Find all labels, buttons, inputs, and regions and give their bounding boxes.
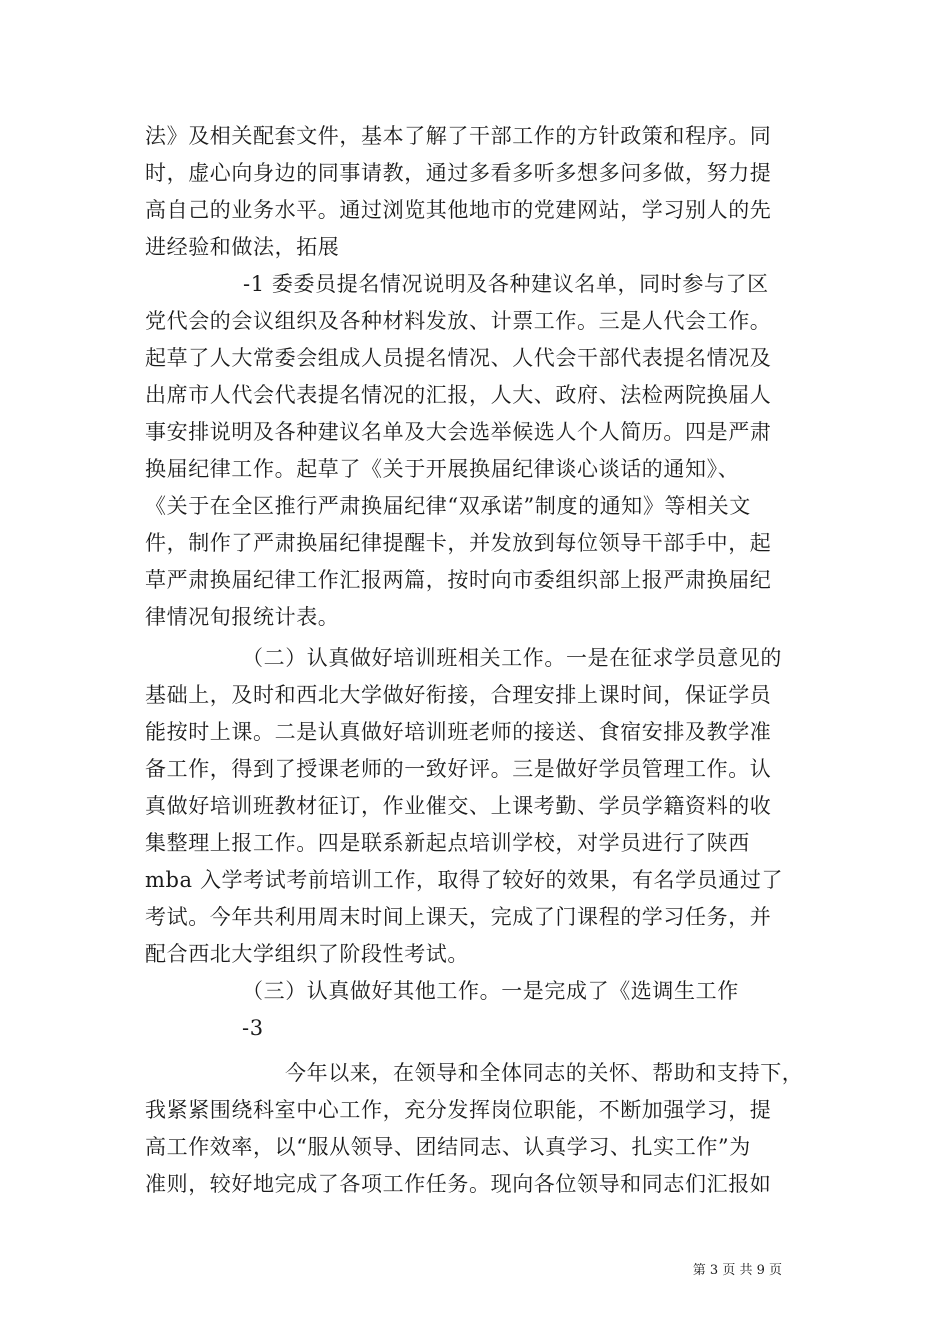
text-line: 高工作效率，以“服从领导、团结同志、认真学习、扎实工作”为 bbox=[145, 1135, 751, 1159]
text-line: 法》及相关配套文件，基本了解了干部工作的方针政策和程序。同 bbox=[145, 124, 772, 148]
text-line: 出席市人代会代表提名情况的汇报，人大、政府、法检两院换届人 bbox=[145, 383, 772, 407]
text-line: 党代会的会议组织及各种材料发放、计票工作。三是人代会工作。 bbox=[145, 309, 772, 333]
text-line: 真做好培训班教材征订，作业催交、上课考勤、学员学籍资料的收 bbox=[145, 794, 772, 818]
text-line: （二）认真做好培训班相关工作。一是在征求学员意见的 bbox=[242, 646, 782, 670]
text-line: 配合西北大学组织了阶段性考试。 bbox=[145, 942, 469, 966]
text-line: 基础上，及时和西北大学做好衔接，合理安排上课时间，保证学员 bbox=[145, 683, 772, 707]
text-line: （三）认真做好其他工作。一是完成了《选调生工作 bbox=[242, 979, 739, 1003]
text-line: 起草了人大常委会组成人员提名情况、人代会干部代表提名情况及 bbox=[145, 346, 772, 370]
text-line: 高自己的业务水平。通过浏览其他地市的党建网站，学习别人的先 bbox=[145, 198, 772, 222]
text-line: 时，虚心向身边的同事请教，通过多看多听多想多问多做，努力提 bbox=[145, 161, 772, 185]
text-line: mba 入学考试考前培训工作，取得了较好的效果，有名学员通过了 bbox=[145, 868, 784, 892]
text-line: 准则，较好地完成了各项工作任务。现向各位领导和同志们汇报如 bbox=[145, 1172, 772, 1196]
text-line: -3 bbox=[242, 1016, 264, 1040]
text-line: 备工作，得到了授课老师的一致好评。三是做好学员管理工作。认 bbox=[145, 757, 772, 781]
text-line: 件，制作了严肃换届纪律提醒卡，并发放到每位领导干部手中，起 bbox=[145, 531, 772, 555]
text-line: 今年以来，在领导和全体同志的关怀、帮助和支持下， bbox=[285, 1061, 804, 1085]
text-line: 集整理上报工作。四是联系新起点培训学校，对学员进行了陕西 bbox=[145, 831, 750, 855]
text-line: 考试。今年共利用周末时间上课天，完成了门课程的学习任务，并 bbox=[145, 905, 772, 929]
text-line: 律情况旬报统计表。 bbox=[145, 605, 340, 629]
text-line: -1 委委员提名情况说明及各种建议名单，同时参与了区 bbox=[243, 272, 769, 296]
text-line: 能按时上课。二是认真做好培训班老师的接送、食宿安排及教学准 bbox=[145, 720, 772, 744]
text-line: 草严肃换届纪律工作汇报两篇，按时向市委组织部上报严肃换届纪 bbox=[145, 568, 772, 592]
text-line: 换届纪律工作。起草了《关于开展换届纪律谈心谈话的通知》、 bbox=[145, 457, 740, 481]
text-line: 《关于在全区推行严肃换届纪律“双承诺”制度的通知》等相关文 bbox=[145, 494, 751, 518]
text-line: 事安排说明及各种建议名单及大会选举候选人个人简历。四是严肃 bbox=[145, 420, 772, 444]
page-number: 第 3 页 共 9 页 bbox=[692, 1263, 782, 1278]
text-line: 我紧紧围绕科室中心工作，充分发挥岗位职能，不断加强学习，提 bbox=[145, 1098, 772, 1122]
text-line: 进经验和做法，拓展 bbox=[145, 235, 340, 259]
